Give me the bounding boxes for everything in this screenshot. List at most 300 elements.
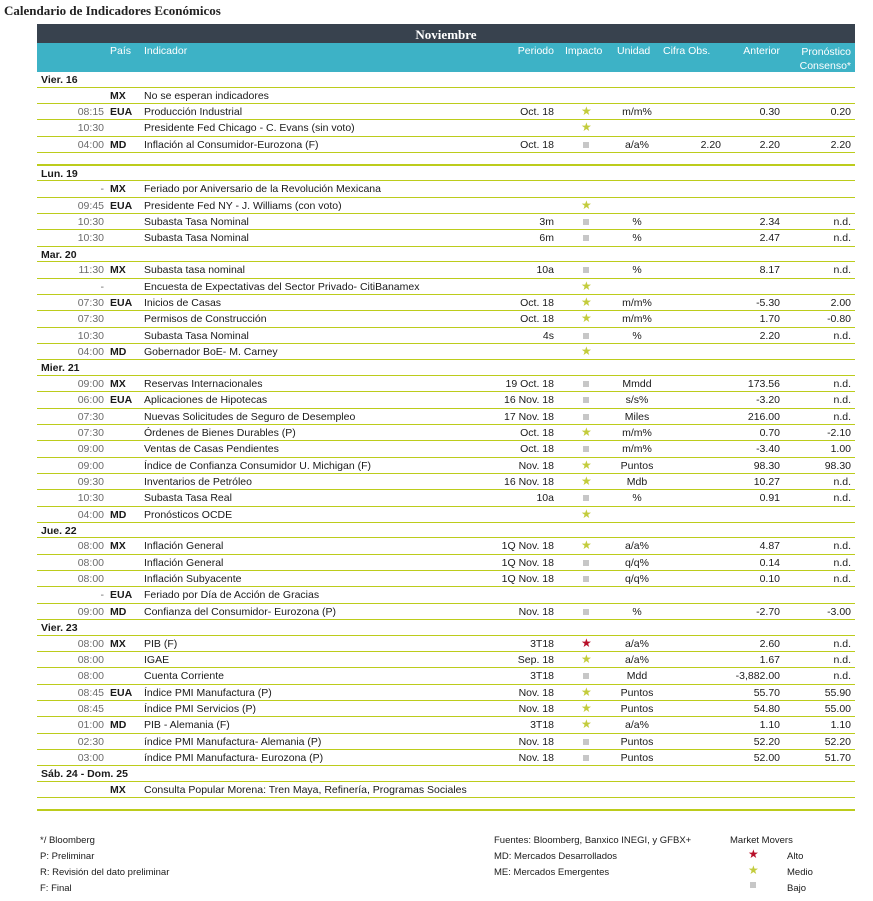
star-yellow-icon: ★ — [581, 538, 592, 553]
star-yellow-icon: ★ — [581, 457, 592, 472]
table-row — [37, 181, 855, 197]
forecast-cell: n.d. — [833, 492, 851, 505]
period-cell: 3m — [539, 216, 554, 229]
period-cell: Oct. 18 — [520, 296, 554, 309]
period-cell: 4s — [542, 329, 554, 342]
header-unidad: Unidad — [617, 45, 651, 57]
table-row — [37, 668, 855, 684]
header-pais: País — [110, 45, 132, 57]
country-cell: EUA — [110, 105, 133, 118]
period-cell: Oct. 18 — [520, 426, 554, 439]
square-gray-icon — [581, 264, 591, 276]
source: Fuentes: Bloomberg, Banxico INEGI, y GFBX+ — [494, 835, 692, 846]
forecast-cell: n.d. — [833, 216, 851, 229]
table-row — [37, 328, 855, 344]
country-cell: MX — [110, 540, 126, 553]
time-cell: 08:00 — [77, 637, 104, 650]
unit-cell: m/m% — [622, 105, 652, 118]
star-red-icon: ★ — [748, 847, 759, 861]
period-cell: 16 Nov. 18 — [503, 394, 554, 407]
table-row — [37, 782, 855, 798]
indicator-cell: Presidente Fed NY - J. Williams (con voto) — [144, 199, 342, 212]
square-gray-icon — [581, 330, 591, 342]
day-header: Mar. 20 — [37, 247, 855, 263]
note: */ Bloomberg — [40, 835, 95, 846]
period-cell: Nov. 18 — [518, 605, 554, 618]
previous-cell: 216.00 — [747, 410, 780, 423]
legend-title: Market Movers — [730, 835, 793, 846]
country-cell: MX — [110, 183, 126, 196]
forecast-cell: n.d. — [833, 637, 851, 650]
time-cell: 09:00 — [77, 443, 104, 456]
square-gray-icon — [581, 232, 591, 244]
header-periodo: Periodo — [517, 45, 554, 57]
square-gray-icon — [750, 882, 756, 888]
time-cell: 04:00 — [77, 138, 104, 151]
header-pronostico-line1: Pronóstico — [801, 46, 851, 58]
time-cell: 09:30 — [77, 475, 104, 488]
previous-cell: 2.47 — [759, 232, 780, 245]
period-cell: Sep. 18 — [517, 653, 554, 666]
header-pronostico — [800, 45, 851, 73]
time-cell: - — [100, 280, 104, 293]
indicator-cell: Órdenes de Bienes Durables (P) — [144, 426, 296, 439]
period-cell: Oct. 18 — [520, 105, 554, 118]
table-row — [37, 441, 855, 457]
header-cifra: Cifra Obs. — [663, 45, 711, 57]
unit-cell: a/a% — [625, 637, 649, 650]
period-cell: 3T18 — [530, 670, 554, 683]
star-yellow-icon: ★ — [581, 473, 592, 488]
table-row — [37, 198, 855, 214]
table-row — [37, 555, 855, 571]
table-row — [37, 409, 855, 425]
forecast-cell: n.d. — [833, 556, 851, 569]
unit-cell: % — [632, 232, 642, 245]
period-cell: Nov. 18 — [518, 703, 554, 715]
indicator-cell: índice PMI Manufactura- Alemania (P) — [144, 735, 322, 748]
star-yellow-icon: ★ — [581, 701, 592, 715]
forecast-cell: 1.10 — [830, 719, 851, 732]
unit-cell: % — [632, 492, 642, 505]
forecast-cell: n.d. — [833, 394, 851, 407]
table-row — [37, 279, 855, 295]
day-header: Vier. 16 — [37, 72, 855, 88]
indicator-cell: Reservas Internacionales — [144, 377, 263, 390]
square-gray-icon — [581, 736, 591, 748]
country-cell: EUA — [110, 296, 133, 309]
square-gray-icon — [581, 670, 591, 682]
square-gray-icon — [581, 606, 591, 618]
previous-cell: 2.34 — [759, 216, 780, 229]
previous-cell: 52.00 — [753, 752, 780, 765]
time-cell: 06:00 — [77, 394, 104, 407]
forecast-cell: 2.00 — [830, 296, 851, 309]
indicator-cell: Producción Industrial — [144, 105, 243, 118]
header-pronostico-line2: Consenso* — [799, 60, 851, 72]
previous-cell: 8.17 — [759, 264, 780, 277]
table-row — [37, 734, 855, 750]
time-cell: 01:00 — [77, 719, 104, 732]
indicator-cell: Nuevas Solicitudes de Seguro de Desempleo — [144, 410, 356, 423]
time-cell: 08:15 — [77, 105, 104, 118]
indicator-cell: Subasta tasa nominal — [144, 264, 245, 277]
table-row — [37, 120, 855, 136]
indicator-cell: No se esperan indicadores — [144, 89, 269, 102]
time-cell: 03:00 — [77, 752, 104, 765]
star-yellow-icon: ★ — [581, 651, 592, 666]
star-yellow-icon: ★ — [581, 506, 592, 521]
time-cell: 09:00 — [77, 605, 104, 618]
indicator-cell: Confianza del Consumidor- Eurozona (P) — [144, 605, 337, 618]
period-cell: 1Q Nov. 18 — [501, 556, 554, 569]
period-cell: 1Q Nov. 18 — [501, 573, 554, 586]
star-yellow-icon: ★ — [748, 863, 759, 877]
indicator-cell: Subasta Tasa Real — [144, 492, 232, 505]
star-yellow-icon: ★ — [581, 197, 592, 212]
time-cell: 10:30 — [77, 232, 104, 245]
unit-cell: Puntos — [620, 686, 654, 699]
indicator-cell: Subasta Tasa Nominal — [144, 216, 249, 229]
time-cell: 10:30 — [77, 329, 104, 342]
square-gray-icon — [581, 492, 591, 504]
forecast-cell: n.d. — [833, 410, 851, 423]
table-row — [37, 701, 855, 717]
table-row — [37, 717, 855, 733]
country-cell: MX — [110, 89, 126, 102]
indicator-cell: Inflación al Consumidor-Eurozona (F) — [144, 138, 319, 151]
period-cell: 6m — [539, 232, 554, 245]
indicator-cell: Cuenta Corriente — [144, 670, 224, 683]
time-cell: 08:00 — [77, 540, 104, 553]
table-row — [37, 604, 855, 620]
unit-cell: a/a% — [625, 540, 649, 553]
time-cell: 07:30 — [77, 410, 104, 423]
star-yellow-icon: ★ — [581, 343, 592, 358]
unit-cell: q/q% — [625, 556, 649, 569]
indicator-cell: Feriado por Día de Acción de Gracias — [144, 589, 320, 602]
previous-cell: 2.60 — [759, 637, 780, 650]
forecast-cell: -3.00 — [827, 605, 851, 618]
previous-cell: -5.30 — [756, 296, 780, 309]
square-gray-icon — [581, 443, 591, 455]
country-cell: EUA — [110, 199, 133, 212]
table-row — [37, 262, 855, 278]
time-cell: 02:30 — [77, 735, 104, 748]
indicator-cell: Inicios de Casas — [144, 296, 222, 309]
forecast-cell: 55.90 — [824, 686, 851, 699]
unit-cell: % — [632, 264, 642, 277]
forecast-cell: n.d. — [833, 329, 851, 342]
table-row — [37, 538, 855, 554]
country-cell: MD — [110, 605, 127, 618]
time-cell: 08:45 — [77, 686, 104, 699]
indicator-cell: Gobernador BoE- M. Carney — [144, 345, 278, 358]
square-gray-icon — [581, 411, 591, 423]
unit-cell: m/m% — [622, 426, 652, 439]
indicator-cell: Feriado por Aniversario de la Revolución Mexicana — [144, 183, 381, 196]
previous-cell: 0.10 — [759, 573, 780, 586]
forecast-cell: 2.20 — [830, 138, 851, 151]
country-cell: EUA — [110, 589, 133, 602]
indicator-cell: Subasta Tasa Nominal — [144, 329, 249, 342]
time-cell: - — [100, 589, 104, 602]
previous-cell: 55.70 — [753, 686, 780, 699]
star-yellow-icon: ★ — [581, 120, 592, 135]
day-header: Mier. 21 — [37, 360, 855, 376]
calendar-table — [37, 24, 855, 811]
table-row — [37, 636, 855, 652]
header-indicador: Indicador — [144, 45, 188, 57]
table-row — [37, 295, 855, 311]
forecast-cell: n.d. — [833, 264, 851, 277]
indicator-cell: Índice PMI Manufactura (P) — [144, 686, 272, 699]
period-cell: Nov. 18 — [518, 459, 554, 472]
time-cell: 10:30 — [77, 492, 104, 505]
star-red-icon: ★ — [581, 635, 592, 650]
square-gray-icon — [581, 573, 591, 585]
previous-cell: -2.70 — [756, 605, 780, 618]
header-impacto: Impacto — [565, 45, 603, 57]
country-cell: EUA — [110, 394, 133, 407]
forecast-cell: n.d. — [833, 540, 851, 553]
table-row — [37, 571, 855, 587]
unit-cell: a/a% — [625, 653, 649, 666]
unit-cell: % — [632, 329, 642, 342]
period-cell: 3T18 — [530, 637, 554, 650]
indicator-cell: Inflación General — [144, 556, 224, 569]
star-yellow-icon: ★ — [581, 717, 592, 732]
forecast-cell: 52.20 — [824, 735, 851, 748]
table-row — [37, 507, 855, 523]
period-cell: Nov. 18 — [518, 735, 554, 748]
country-cell: MD — [110, 719, 127, 732]
unit-cell: Mmdd — [622, 377, 652, 390]
indicator-cell: Inflación General — [144, 540, 224, 553]
forecast-cell: n.d. — [833, 573, 851, 586]
table-row — [37, 88, 855, 104]
country-cell: MX — [110, 377, 126, 390]
day-header: Lun. 19 — [37, 166, 855, 182]
unit-cell: Mdd — [626, 670, 648, 683]
country-cell: MD — [110, 345, 127, 358]
observed-cell: 2.20 — [700, 138, 721, 151]
section-divider — [37, 153, 855, 166]
indicator-cell: Índice de Confianza Consumidor U. Michigan (F) — [144, 459, 372, 472]
time-cell: 10:30 — [77, 122, 104, 135]
forecast-cell: -0.80 — [827, 313, 851, 326]
square-gray-icon — [581, 378, 591, 390]
forecast-cell: n.d. — [833, 653, 851, 666]
day-header: Jue. 22 — [37, 523, 855, 539]
time-cell: 08:00 — [77, 653, 104, 666]
star-yellow-icon: ★ — [581, 684, 592, 699]
indicator-cell: Ventas de Casas Pendientes — [144, 443, 279, 456]
time-cell: 04:00 — [77, 508, 104, 521]
note: R: Revisión del dato preliminar — [40, 867, 170, 878]
previous-cell: -3.40 — [756, 443, 780, 456]
forecast-cell: 0.20 — [830, 105, 851, 118]
country-cell: MX — [110, 637, 126, 650]
indicator-cell: Encuesta de Expectativas del Sector Privado- CitiBanamex — [144, 280, 420, 293]
indicator-cell: índice PMI Manufactura- Eurozona (P) — [144, 752, 324, 765]
unit-cell: Puntos — [620, 459, 654, 472]
square-gray-icon — [581, 216, 591, 228]
period-cell: Oct. 18 — [520, 443, 554, 456]
previous-cell: 0.91 — [759, 492, 780, 505]
indicator-cell: IGAE — [144, 653, 170, 666]
indicator-cell: PIB - Alemania (F) — [144, 719, 230, 732]
period-cell: 1Q Nov. 18 — [501, 540, 554, 553]
previous-cell: 52.20 — [753, 735, 780, 748]
unit-cell: Mdb — [626, 475, 648, 488]
header-anterior: Anterior — [743, 45, 780, 57]
table-row — [37, 652, 855, 668]
day-header: Vier. 23 — [37, 620, 855, 636]
unit-cell: q/q% — [625, 573, 649, 586]
indicator-cell: Pronósticos OCDE — [144, 508, 233, 521]
period-cell: 16 Nov. 18 — [503, 475, 554, 488]
country-cell: MD — [110, 138, 127, 151]
unit-cell: a/a% — [625, 719, 649, 732]
legend-label: Medio — [787, 867, 813, 878]
page-title: Calendario de Indicadores Económicos — [4, 3, 221, 18]
square-gray-icon — [581, 139, 591, 151]
time-cell: 04:00 — [77, 345, 104, 358]
forecast-cell: n.d. — [833, 232, 851, 245]
forecast-cell: n.d. — [833, 377, 851, 390]
unit-cell: a/a% — [625, 138, 649, 151]
period-cell: Nov. 18 — [518, 686, 554, 699]
forecast-cell: 1.00 — [830, 443, 851, 456]
unit-cell: m/m% — [622, 313, 652, 326]
time-cell: 09:45 — [77, 199, 104, 212]
period-cell: Oct. 18 — [520, 313, 554, 326]
time-cell: - — [100, 183, 104, 196]
previous-cell: 2.20 — [759, 138, 780, 151]
table-body — [37, 72, 855, 811]
period-cell: Nov. 18 — [518, 752, 554, 765]
table-header — [37, 43, 855, 72]
indicator-cell: Presidente Fed Chicago - C. Evans (sin voto) — [144, 122, 355, 135]
table-row — [37, 458, 855, 474]
previous-cell: 10.27 — [753, 475, 780, 488]
square-gray-icon — [581, 752, 591, 764]
period-cell: 17 Nov. 18 — [503, 410, 554, 423]
star-yellow-icon: ★ — [581, 424, 592, 439]
star-yellow-icon: ★ — [581, 278, 592, 293]
previous-cell: 173.56 — [747, 377, 780, 390]
month-banner: Noviembre — [37, 24, 855, 43]
country-cell: MD — [110, 508, 127, 521]
previous-cell: -3.20 — [756, 394, 780, 407]
time-cell: 11:30 — [78, 264, 104, 277]
table-row — [37, 104, 855, 120]
table-row — [37, 230, 855, 246]
table-row — [37, 474, 855, 490]
table-row — [37, 137, 855, 153]
time-cell: 07:30 — [77, 426, 104, 439]
star-yellow-icon: ★ — [581, 311, 592, 326]
table-row — [37, 685, 855, 701]
time-cell: 07:30 — [77, 313, 104, 326]
period-cell: 10a — [536, 492, 554, 505]
previous-cell: 0.70 — [759, 426, 780, 439]
unit-cell: % — [632, 605, 642, 618]
time-cell: 10:30 — [77, 216, 104, 229]
previous-cell: 4.87 — [759, 540, 780, 553]
time-cell: 09:00 — [77, 459, 104, 472]
unit-cell: Puntos — [620, 735, 654, 748]
forecast-cell: -2.10 — [827, 426, 851, 439]
time-cell: 08:45 — [77, 703, 104, 715]
indicator-cell: Aplicaciones de Hipotecas — [144, 394, 268, 407]
period-cell: 3T18 — [530, 719, 554, 732]
table-row — [37, 214, 855, 230]
indicator-cell: PIB (F) — [144, 637, 178, 650]
forecast-cell: 55.00 — [824, 703, 851, 715]
previous-cell: 1.67 — [759, 653, 780, 666]
previous-cell: 1.10 — [759, 719, 780, 732]
table-row — [37, 425, 855, 441]
unit-cell: s/s% — [625, 394, 649, 407]
indicator-cell: Inventarios de Petróleo — [144, 475, 252, 488]
time-cell: 09:00 — [77, 377, 104, 390]
indicator-cell: Inflación Subyacente — [144, 573, 242, 586]
indicator-cell: Subasta Tasa Nominal — [144, 232, 249, 245]
period-cell: Oct. 18 — [520, 138, 554, 151]
square-gray-icon — [581, 557, 591, 569]
table-row — [37, 344, 855, 360]
previous-cell: 1.70 — [759, 313, 780, 326]
section-divider — [37, 798, 855, 811]
table-row — [37, 750, 855, 766]
note: F: Final — [40, 883, 72, 894]
table-row — [37, 311, 855, 327]
unit-cell: % — [632, 216, 642, 229]
source: ME: Mercados Emergentes — [494, 867, 610, 878]
unit-cell: m/m% — [622, 296, 652, 309]
square-gray-icon — [581, 394, 591, 406]
legend-label: Bajo — [787, 883, 807, 894]
period-cell: 10a — [536, 264, 554, 277]
table-row — [37, 490, 855, 506]
source: MD: Mercados Desarrollados — [494, 851, 618, 862]
previous-cell: 0.30 — [759, 105, 780, 118]
time-cell: 08:00 — [77, 670, 104, 683]
indicator-cell: Índice PMI Servicios (P) — [144, 703, 257, 715]
previous-cell: 0.14 — [759, 556, 780, 569]
period-cell: 19 Oct. 18 — [505, 377, 554, 390]
previous-cell: 2.20 — [759, 329, 780, 342]
time-cell: 08:00 — [77, 573, 104, 586]
unit-cell: Puntos — [620, 703, 654, 715]
unit-cell: Miles — [624, 410, 650, 423]
forecast-cell: n.d. — [833, 670, 851, 683]
indicator-cell: Consulta Popular Morena: Tren Maya, Refinería, Programas Sociales — [144, 783, 467, 796]
forecast-cell: 51.70 — [824, 752, 851, 765]
star-yellow-icon: ★ — [581, 103, 592, 118]
note: P: Preliminar — [40, 851, 95, 862]
unit-cell: Puntos — [620, 752, 654, 765]
time-cell: 07:30 — [77, 296, 104, 309]
forecast-cell: n.d. — [833, 475, 851, 488]
unit-cell: m/m% — [622, 443, 652, 456]
day-header: Sáb. 24 - Dom. 25 — [37, 766, 855, 782]
table-row — [37, 587, 855, 603]
country-cell: MX — [110, 264, 126, 277]
previous-cell: 54.80 — [753, 703, 780, 715]
